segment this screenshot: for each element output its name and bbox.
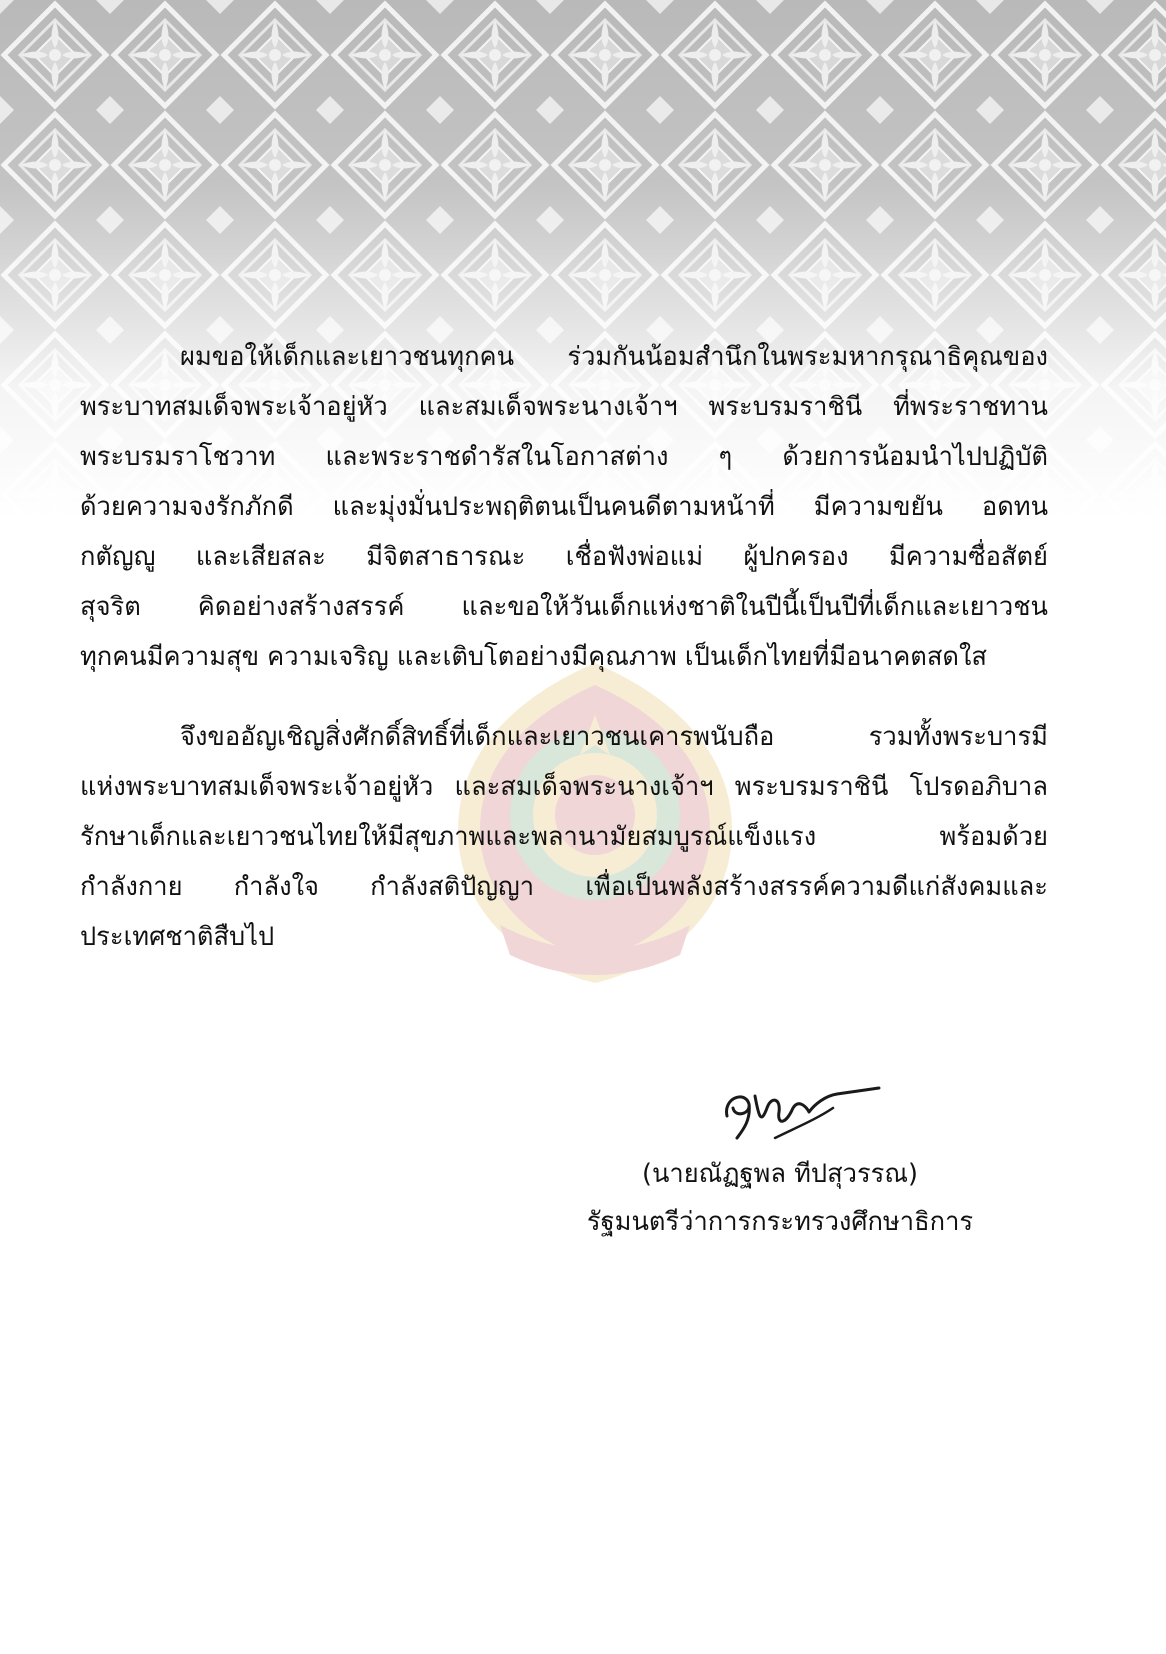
paragraph-gap — [80, 682, 1048, 712]
paragraph-1-line: พระบรมราโชวาท และพระราชดำรัสในโอกาสต่าง ๆ ด้วยการน้อมนำไปปฏิบัติ — [80, 442, 1048, 472]
paragraph-2-line: รักษาเด็กและเยาวชนไทยให้มีสุขภาพและพลานามัยสมบูรณ์แข็งแรง พร้อมด้วย — [80, 822, 1048, 852]
paragraph-1-line: ทุกคนมีความสุข ความเจริญ และเติบโตอย่างมีคุณภาพ เป็นเด็กไทยที่มีอนาคตสดใส — [80, 642, 987, 672]
paragraph-1-line: ผมขอให้เด็กและเยาวชนทุกคน ร่วมกันน้อมสำนึกในพระมหากรุณาธิคุณของ — [180, 342, 1048, 372]
paragraph-2-line: แห่งพระบาทสมเด็จพระเจ้าอยู่หัว และสมเด็จพระนางเจ้าฯ พระบรมราชินี โปรดอภิบาล — [80, 772, 1048, 802]
signer-name: (นายณัฏฐพล ทีปสุวรรณ) — [642, 1159, 918, 1189]
signer-title: รัฐมนตรีว่าการกระทรวงศึกษาธิการ — [586, 1207, 974, 1237]
signer-block — [560, 1150, 1000, 1246]
paragraph-2-line: จึงขออัญเชิญสิ่งศักดิ์สิทธิ์ที่เด็กและเยาวชนเคารพนับถือ รวมทั้งพระบารมี — [180, 722, 1048, 752]
paragraph-1-line: ด้วยความจงรักภักดี และมุ่งมั่นประพฤติตนเป็นคนดีตามหน้าที่ มีความขยัน อดทน — [80, 492, 1048, 522]
paragraph-2-line: กำลังกาย กำลังใจ กำลังสติปัญญา เพื่อเป็นพลังสร้างสรรค์ความดีแก่สังคมและ — [80, 872, 1048, 902]
paragraph-1-line: สุจริต คิดอย่างสร้างสรรค์ และขอให้วันเด็กแห่งชาติในปีนี้เป็นปีที่เด็กและเยาวชน — [80, 592, 1048, 622]
letter-body — [80, 332, 1048, 962]
paragraph-1-line: กตัญญู และเสียสละ มีจิตสาธารณะ เชื่อฟังพ่อแม่ ผู้ปกครอง มีความซื่อสัตย์ — [80, 542, 1048, 572]
paragraph-1-line: พระบาทสมเด็จพระเจ้าอยู่หัว และสมเด็จพระนางเจ้าฯ พระบรมราชินี ที่พระราชทาน — [80, 392, 1048, 422]
paragraph-2-line: ประเทศชาติสืบไป — [80, 922, 275, 952]
handwritten-signature — [715, 1068, 885, 1148]
